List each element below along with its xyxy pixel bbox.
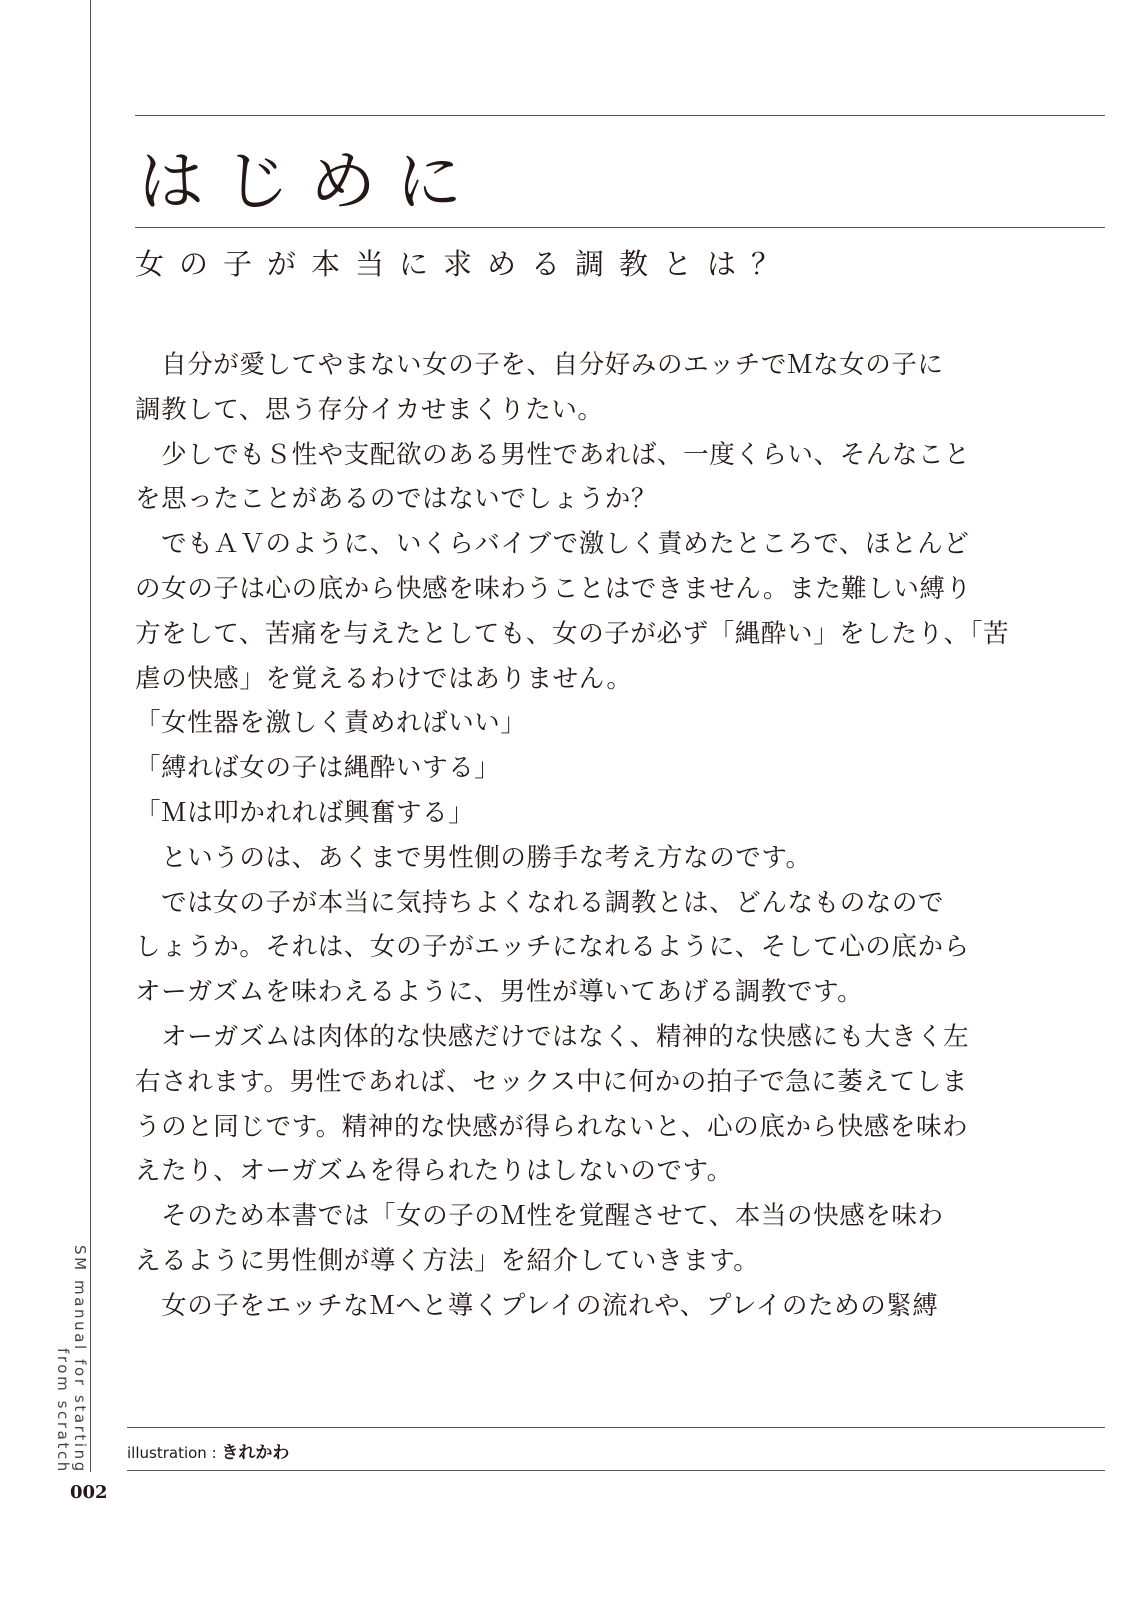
body-line: でもＡＶのように、いくらバイブで激しく責めたところで、ほとんど bbox=[135, 529, 970, 560]
body-line: 少しでもＳ性や支配欲のある男性であれば、一度くらい、そんなこと bbox=[135, 439, 971, 470]
illustration-label: illustration : bbox=[127, 1444, 217, 1462]
sidebar-book-title bbox=[54, 1245, 88, 1474]
body-line: を思ったことがあるのではないでしょうか？ bbox=[135, 484, 658, 515]
body-line: うのと同じです。精神的な快感が得られないと、心の底から快感を味わ bbox=[135, 1111, 969, 1142]
body-line: 「女性器を激しく責めればいい」 bbox=[135, 708, 527, 739]
page-number: 002 bbox=[70, 1482, 108, 1503]
illustration-credit bbox=[127, 1438, 289, 1463]
body-line: 女の子をエッチなＭへと導くプレイの流れや、プレイのための緊縛 bbox=[135, 1290, 939, 1321]
body-text bbox=[135, 343, 1010, 1329]
page-subtitle: 女の子が本当に求める調教とは？ bbox=[135, 247, 796, 281]
title-bottom-rule bbox=[135, 227, 1105, 228]
sidebar-line-2: from scratch bbox=[54, 1347, 72, 1474]
body-line: では女の子が本当に気持ちよくなれる調教とは、どんなものなので bbox=[135, 887, 945, 918]
body-line: というのは、あくまで男性側の勝手な考え方なのです。 bbox=[135, 842, 812, 873]
body-line: 「縛れば女の子は縄酔いする」 bbox=[135, 753, 501, 784]
body-line: えたり、オーガズムを得られたりはしないのです。 bbox=[135, 1156, 733, 1187]
illustrator-name: きれかわ bbox=[221, 1443, 290, 1463]
body-line: そのため本書では「女の子のＭ性を覚醒させて、本当の快感を味わ bbox=[135, 1201, 944, 1232]
body-line: 方をして、苦痛を与えたとしても、女の子が必ず「縄酔い」をしたり、「苦 bbox=[135, 618, 1010, 649]
page-title: はじめに bbox=[138, 143, 482, 220]
body-line: 虐の快感」を覚えるわけではありません。 bbox=[135, 663, 633, 694]
body-line: 自分が愛してやまない女の子を、自分好みのエッチでＭな女の子に bbox=[135, 350, 944, 380]
body-line: オーガズムは肉体的な快感だけではなく、精神的な快感にも大きく左 bbox=[135, 1021, 970, 1052]
body-line: 調教して、思う存分イカせまくりたい。 bbox=[135, 394, 604, 425]
body-line: 右されます。男性であれば、セックス中に何かの拍子で急に萎えてしま bbox=[135, 1066, 968, 1097]
margin-vertical-rule bbox=[90, 0, 91, 1472]
body-line: オーガズムを味わえるように、男性が導いてあげる調教です。 bbox=[135, 977, 864, 1008]
title-top-rule bbox=[135, 115, 1105, 116]
footer-top-rule bbox=[127, 1427, 1105, 1428]
sidebar-line-1: SM manual for starting bbox=[71, 1245, 89, 1474]
footer-bottom-rule bbox=[127, 1470, 1105, 1471]
body-line: 「Ｍは叩かれれば興奮する」 bbox=[135, 797, 475, 828]
body-line: しょうか。それは、女の子がエッチになれるように、そして心の底から bbox=[135, 932, 970, 963]
body-line: えるように男性側が導く方法」を紹介していきます。 bbox=[135, 1245, 760, 1276]
body-line: の女の子は心の底から快感を味わうことはできません。また難しい縛り bbox=[135, 573, 972, 604]
